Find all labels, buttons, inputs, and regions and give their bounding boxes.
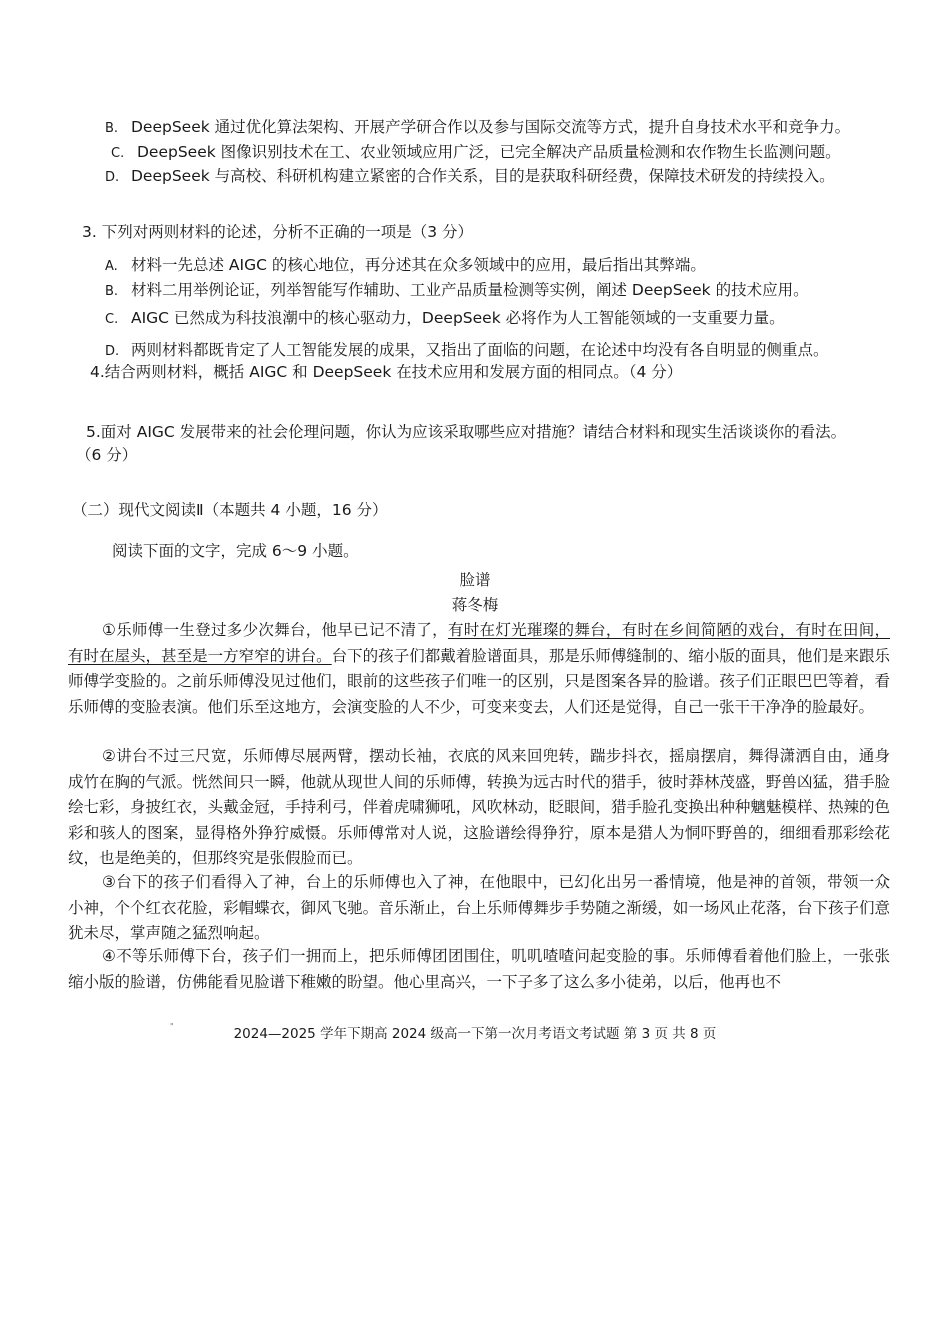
q3-option-d [105,339,829,363]
q2-option-b [105,116,850,140]
option-letter: D. [105,170,120,185]
paragraph-lead: ①乐师傅一生登过多少次舞台，他早已记不清了， [102,621,448,639]
option-text: 材料二用举例论证，列举智能写作辅助、工业产品质量检测等实例，阐述 DeepSeek 的技术应用。 [131,281,809,299]
q3-stem: 3. 下列对两则材料的论述，分析不正确的一项是（3 分） [82,223,474,241]
q2-option-d [105,165,835,189]
q3-option-a [105,254,706,278]
option-text: 两则材料都既肯定了人工智能发展的成果，又指出了面临的问题，在论述中均没有各自明显的侧重点。 [131,341,829,359]
passage-author: 蒋冬梅 [451,596,499,614]
passage-paragraph-1 [68,618,890,720]
reading-instruction: 阅读下面的文字，完成 6～9 小题。 [112,542,359,560]
passage-paragraph-4: ④不等乐师傅下台，孩子们一拥而上，把乐师傅团团围住，叽叽喳喳问起变脸的事。乐师傅看着他们脸上，一张张缩小版的脸谱，仿佛能看见脸谱下稚嫩的盼望。他心里高兴，一下子多了这么多小徒弟，以后，他再也不 [68,947,890,991]
option-text: 材料一先总述 AIGC 的核心地位，再分述其在众多领域中的应用，最后指出其弊端。 [131,256,706,274]
option-letter: C. [105,312,119,327]
footer-mark: " [170,1022,174,1031]
option-letter: B. [105,121,119,136]
page-footer: 2024—2025 学年下期高 2024 级高一下第一次月考语文考试题 第 3 页 共 8 页 [233,1026,717,1042]
q3-option-b [105,279,809,303]
q4-question: 4.结合两则材料，概括 AIGC 和 DeepSeek 在技术应用和发展方面的相同点。（4 分） [90,363,683,381]
option-letter: A. [105,259,118,274]
option-text: DeepSeek 图像识别技术在工、农业领域应用广泛，已完全解决产品质量检测和农作物生长监测问题。 [137,143,841,161]
underlined-sentence: 有时在灯光璀璨的舞台，有时在乡间简陋的戏台，有时在田间，有时在屋头，甚至是一方窄窄的讲台。 [68,621,890,665]
section-heading: （二）现代文阅读Ⅱ（本题共 4 小题，16 分） [72,501,388,519]
option-text: AIGC 已然成为科技浪潮中的核心驱动力，DeepSeek 必将作为人工智能领域的一支重要力量。 [131,309,785,327]
q5-question-line2: （6 分） [76,446,138,464]
option-letter: C. [111,146,125,161]
paragraph-rest: 台下的孩子们都戴着脸谱面具，那是乐师傅缝制的、缩小版的面具，他们是来跟乐师傅学变脸的。之前乐师傅没见过他们，眼前的这些孩子们唯一的区别，只是图案各异的脸谱。孩子们正眼巴巴等着，看乐师傅的变脸表演。他们乐至这地方，会演变脸的人不少，可变来变去，人们还是觉得，自己一张干干净净的脸最好。 [68,646,890,716]
option-text: DeepSeek 与高校、科研机构建立紧密的合作关系，目的是获取科研经费，保障技术研发的持续投入。 [131,167,835,185]
option-text: DeepSeek 通过优化算法架构、开展产学研合作以及参与国际交流等方式，提升自身技术水平和竞争力。 [131,118,851,136]
passage-paragraph-2: ②讲台不过三尺宽，乐师傅尽展两臂，摆动长袖，衣底的风来回兜转，踹步抖衣，摇扇摆肩，舞得潇洒自由，通身成竹在胸的气派。恍然间只一瞬，他就从现世人间的乐师傅，转换为远古时代的猎手，彼时莽林茂盛，野兽凶猛，猎手脸绘七彩，身披红衣，头戴金冠，手持利弓，伴着虎啸狮吼，风吹林动，眨眼间，猎手脸孔变换出种种魑魅模样、热辣的色彩和骇人的图案，显得格外狰狞威慑。乐师傅常对人说，这脸谱绘得狰狞，原本是猎人为恫吓野兽的，细细看那彩绘花纹，也是绝美的，但那终究是张假脸而已。 [68,747,890,867]
option-letter: B. [105,284,119,299]
option-letter: D. [105,344,120,359]
q3-option-c [105,307,785,331]
q2-option-c [111,141,841,165]
passage-paragraph-3: ③台下的孩子们看得入了神，台上的乐师傅也入了神，在他眼中，已幻化出另一番情境，他是神的首领，带领一众小神，个个红衣花脸，彩帽蝶衣，御风飞驰。音乐渐止，台上乐师傅舞步手势随之渐缓，如一场风止花落，台下孩子们意犹未尽，掌声随之猛烈响起。 [68,873,890,942]
q5-question-line1: 5.面对 AIGC 发展带来的社会伦理问题，你认为应该采取哪些应对措施？请结合材料和现实生活谈谈你的看法。 [86,423,847,441]
passage-title: 脸谱 [459,571,491,589]
